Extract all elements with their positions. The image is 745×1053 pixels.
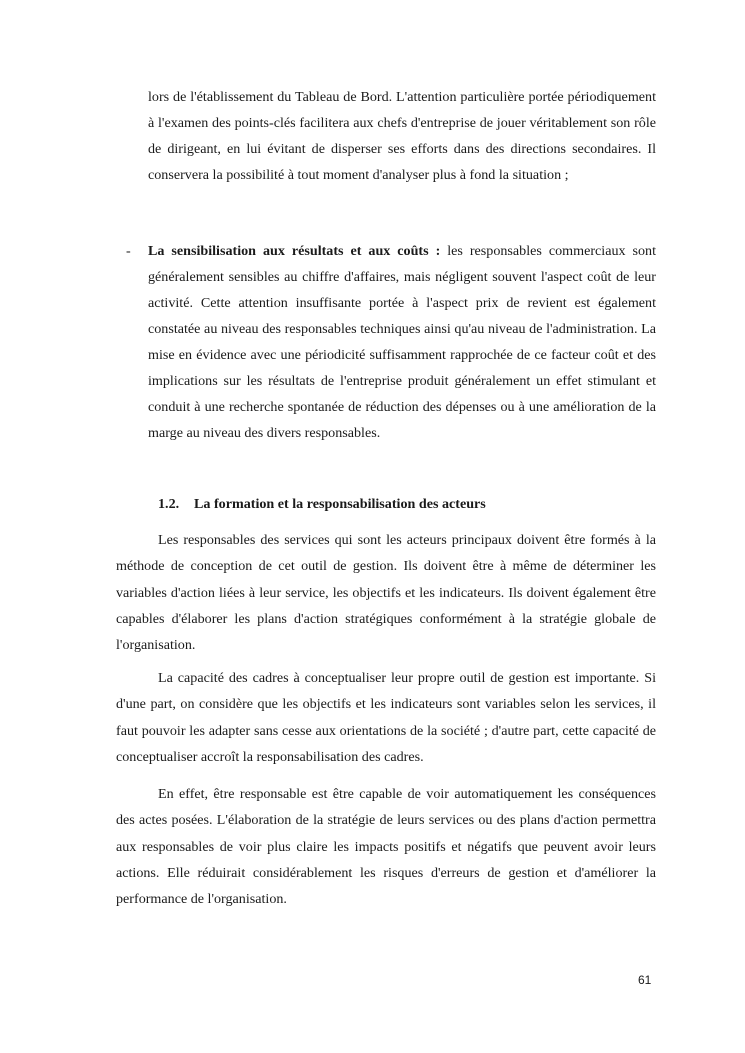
bullet-marker: -: [126, 243, 131, 259]
section-number: 1.2.: [158, 496, 180, 512]
page-number: 61: [638, 973, 652, 987]
body-paragraph-3: En effet, être responsable est être capable de voir automatiquement les conséquences des actes posées. L'élaboration de la stratégie de leurs services ou des plans d'action permettra aux responsables de voir plus claire les impacts positifs et négatifs que peuvent avoir leurs actions. Elle réduirait considérablement les risques d'erreurs de gestion et d'améliorer la performance de l'organisation.: [116, 786, 656, 908]
bullet-paragraph: [148, 238, 656, 446]
body-paragraph-1: Les responsables des services qui sont les acteurs principaux doivent être formés à la méthode de conception de cet outil de gestion. Ils doivent être à même de déterminer les variables d'action liées à leur service, les objectifs et les indicateurs. Ils doivent également être capables d'élaborer les plans d'action stratégiques conformément à la stratégie globale de l'organisation.: [116, 532, 656, 654]
continuation-paragraph: lors de l'établissement du Tableau de Bord. L'attention particulière portée périodiquement à l'examen des points-clés facilitera aux chefs d'entreprise de jouer véritablement son rôle de dirigeant, en lui évitant de disperser ses efforts dans des directions secondaires. Il conservera la possibilité à tout moment d'analyser plus à fond la situation ;: [148, 89, 656, 183]
section-heading: [158, 494, 486, 514]
bullet-text: les responsables commerciaux sont généralement sensibles au chiffre d'affaires, mais négligent souvent l'aspect coût de leur activité. Cette attention insuffisante portée à l'aspect prix de revient est également constatée au niveau des responsables techniques ainsi qu'au niveau de l'administration. La mise en évidence avec une périodicité suffisamment rapprochée de ce facteur coût et des implications sur les résultats de l'entreprise produit généralement un effet stimulant et conduit à une recherche spontanée de réduction des dépenses ou à une amélioration de la marge au niveau des divers responsables.: [148, 243, 656, 441]
section-title: La formation et la responsabilisation des acteurs: [194, 496, 486, 512]
body-paragraph-2: La capacité des cadres à conceptualiser leur propre outil de gestion est importante. Si d'une part, on considère que les objectifs et les indicateurs sont variables selon les services, il faut pouvoir les adapter sans cesse aux orientations de la société ; d'autre part, cette capacité de conceptualiser accroît la responsabilisation des cadres.: [116, 670, 656, 765]
bullet-title: La sensibilisation aux résultats et aux coûts :: [148, 243, 441, 259]
